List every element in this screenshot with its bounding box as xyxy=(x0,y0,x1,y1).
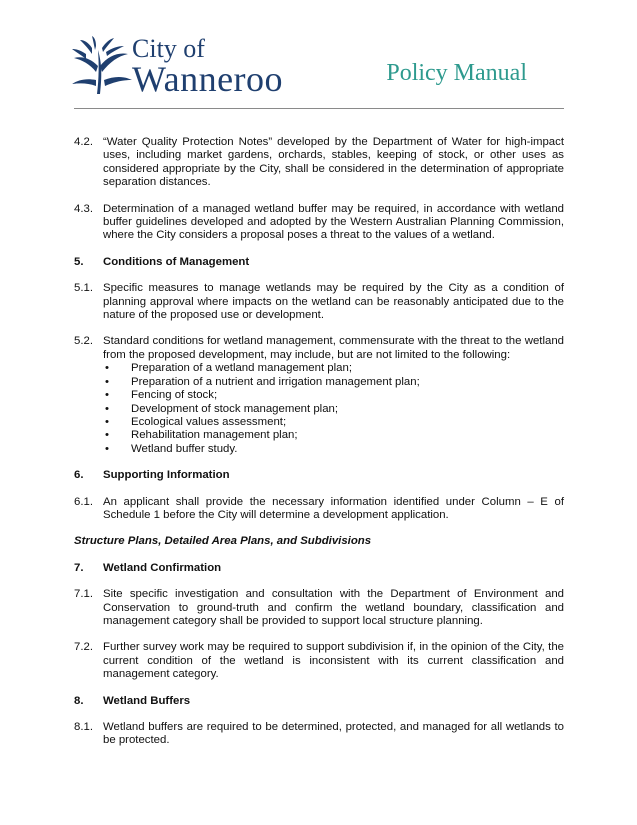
clause-text: Further survey work may be required to support subdivision if, in the opinion of the City, the current condition of the wetland is inconsistent with its current classification and management category. xyxy=(103,641,564,681)
list-item: • Rehabilitation management plan; xyxy=(105,429,298,442)
document-body xyxy=(74,136,564,761)
clause-4-2 xyxy=(74,136,564,190)
clause-7-1 xyxy=(74,588,564,628)
bullet-icon: • xyxy=(105,375,109,388)
clause-number: 4.2. xyxy=(74,136,93,148)
bullet-icon: • xyxy=(105,415,109,428)
section-number: 8. xyxy=(74,694,84,707)
clause-number: 5.2. xyxy=(74,335,93,348)
bullet-icon: • xyxy=(105,442,109,455)
section-title: Wetland Confirmation xyxy=(103,561,222,574)
clause-number: 7.2. xyxy=(74,641,93,654)
clause-text: Standard conditions for wetland management, commensurate with the threat to the wetland from the proposed development, may include, but are not limited to the following: xyxy=(103,335,564,361)
bullet-icon: • xyxy=(105,429,109,442)
clause-text: Site specific investigation and consultation with the Department of Environment and Conservation to ground-truth and confirm the wetland boundary, classification and management category shall be provided to support local structure planning. xyxy=(103,588,564,627)
section-heading-5 xyxy=(74,256,564,269)
clause-text: An applicant shall provide the necessary information identified under Column – E of Schedule 1 before the City will determine a development application. xyxy=(103,495,564,521)
section-title: Conditions of Management xyxy=(103,255,250,268)
section-heading-7 xyxy=(74,562,564,575)
clause-text: Determination of a managed wetland buffer may be required, in accordance with wetland buffer guidelines developed and adopted by the Western Australian Planning Commission, where the City considers a proposal poses a threat to the values of a wetland. xyxy=(103,202,564,242)
list-item: • Development of stock management plan; xyxy=(105,402,339,415)
clause-4-3 xyxy=(74,203,564,243)
clause-8-1 xyxy=(74,721,564,748)
clause-5-1 xyxy=(74,282,564,322)
header-divider xyxy=(74,108,564,109)
section-title: Supporting Information xyxy=(103,469,230,482)
bullet-icon: • xyxy=(105,362,109,375)
clause-5-2 xyxy=(74,335,564,456)
list-item: • Wetland buffer study. xyxy=(105,442,238,455)
list-item: • Fencing of stock; xyxy=(105,389,218,402)
section-number: 5. xyxy=(74,255,84,268)
page-title: Policy Manual xyxy=(386,60,527,86)
bullet-icon: • xyxy=(105,389,109,402)
section-heading-6 xyxy=(74,469,564,482)
clause-text: “Water Quality Protection Notes” developed by the Department of Water for high-impact uses, including market gardens, orchards, stables, keeping of stock, or other uses as considered appropriate by the City, shall be considered in the determination of appropriate separation distances. xyxy=(103,136,564,189)
list-item: • Preparation of a nutrient and irrigation management plan; xyxy=(105,375,420,388)
clause-6-1 xyxy=(74,496,564,523)
clause-text: Specific measures to manage wetlands may be required by the City as a condition of planning approval where impacts on the wetland can be reasonably anticipated due to the nature of the proposed use or development. xyxy=(103,282,564,322)
logo-text-city: City of xyxy=(132,34,205,63)
clause-number: 5.1. xyxy=(74,282,93,295)
section-number: 6. xyxy=(74,469,84,482)
clause-number: 8.1. xyxy=(74,721,93,733)
clause-number: 6.1. xyxy=(74,495,93,508)
logo-text-wanneroo: Wanneroo xyxy=(132,59,284,99)
section-title: Wetland Buffers xyxy=(103,694,191,707)
list-item: • Ecological values assessment; xyxy=(105,415,287,428)
clause-text: Wetland buffers are required to be determined, protected, and managed for all wetlands to be protected. xyxy=(103,721,564,747)
bullet-icon: • xyxy=(105,402,109,415)
page-header xyxy=(0,0,637,112)
clause-number: 4.3. xyxy=(74,202,93,215)
section-number: 7. xyxy=(74,561,84,574)
clause-7-2 xyxy=(74,641,564,681)
subheading: Structure Plans, Detailed Area Plans, and Subdivisions xyxy=(74,535,372,548)
bullet-list xyxy=(103,362,564,456)
clause-number: 7.1. xyxy=(74,588,93,601)
section-heading-8 xyxy=(74,695,564,708)
list-item: • Preparation of a wetland management plan; xyxy=(105,362,352,375)
